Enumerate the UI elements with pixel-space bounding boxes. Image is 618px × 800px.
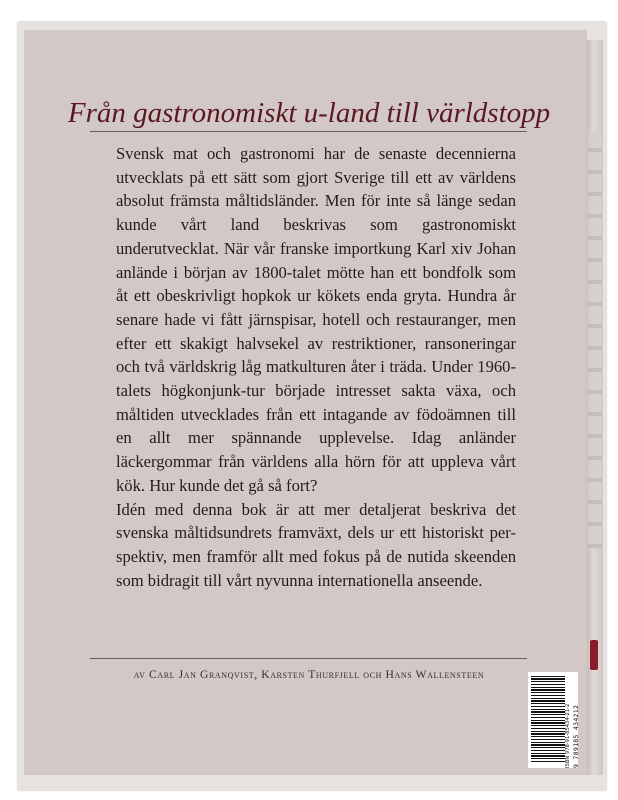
blurb-paragraph-1: Svensk mat och gastronomi har de senaste decennierna utvecklats på ett sätt som gjort Sverige till ett av världens absolut främsta måltidsländer. Men för inte så länge sedan kunde vårt land beskrivas som gastronomiskt underutvecklat. När vår franske importkung Karl xiv Johan anlände i början av 1800-talet mötte han ett bondfolk som åt ett obeskrivligt hopkok ur kökets enda gryta. Hundra år senare hade vi fått järnspisar, hotell och restauranger, men efter ett skakigt halvsekel av restriktioner, ransoneringar och två världskrig låg matkulturen åter i träda. Under 1960-talets högkonjunk-tur började intresset sakta växa, och måltiden utvecklades från ett intagande av födoämnen till en allt mer spännande upplevelse. Idag anländer läckergommar från världens alla hörn för att uppleva vårt kök. Hur kunde det gå så fort? — [116, 144, 516, 495]
barcode-digits: 9 789185 434212 — [572, 704, 580, 768]
blurb-paragraph-2: Idén med denna bok är att mer detaljerat beskriva det svenska måltidsundrets framväxt, dels ur ett historiskt per-spektiv, men framför allt med fokus på de nutida skeenden som bidragit till vårt nyvunna internationella anseende. — [116, 499, 516, 590]
cover-title: Från gastronomiskt u-land till världstopp — [67, 97, 551, 129]
blurb-text — [116, 142, 516, 592]
top-divider — [90, 131, 527, 132]
spine-logo-mark — [590, 640, 598, 670]
bottom-divider — [90, 658, 527, 659]
spine-lettering — [588, 130, 602, 550]
barcode-label — [528, 672, 578, 768]
barcode-bars — [531, 676, 565, 764]
isbn-text: ISBN 978-91-85434-21-2 — [565, 703, 571, 768]
authors-line: av Carl Jan Granqvist, Karsten Thurfjell och Hans Wallensteen — [133, 668, 485, 681]
